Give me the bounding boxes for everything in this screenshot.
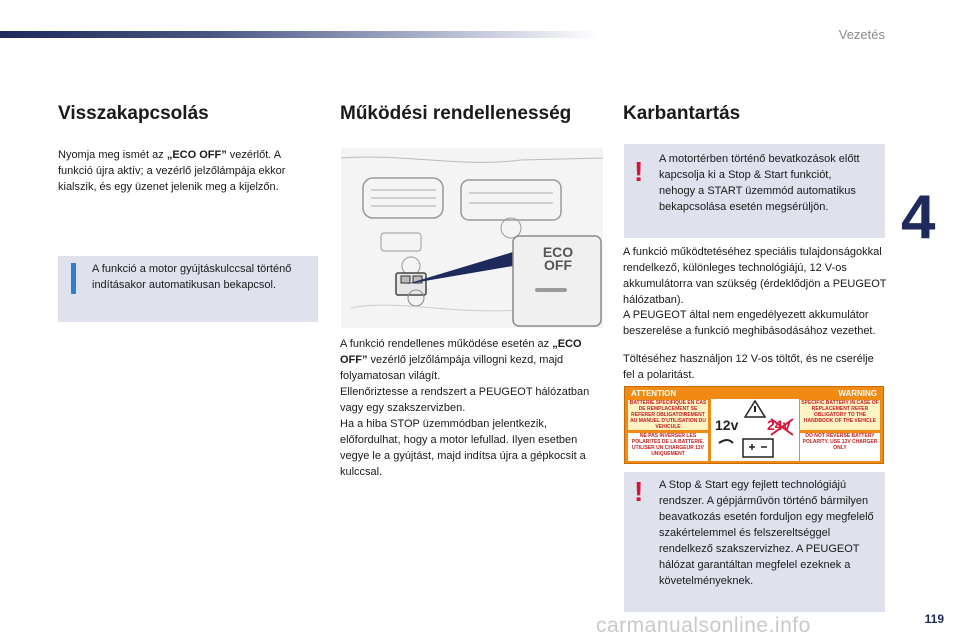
chapter-number: 4 [901,183,936,252]
sticker-24v: 24v [767,417,791,433]
sticker-warning: WARNING [838,389,877,398]
warning-exclamation-icon-2: ! [634,476,644,507]
col1-title: Visszakapcsolás [58,103,209,124]
col3-title: Karbantartás [623,103,741,124]
col3-paragraph-3: Töltéséhez használjon 12 V-os töltőt, és ne cserélje fel a polaritást. [623,353,874,381]
header-bar [0,31,600,38]
watermark: carmanualsonline.info [596,614,811,637]
col1-info-text: A funkció a motor gyújtáskulccsal történő indításakor automatikusan bekapcsol. [92,263,292,291]
col2-title: Működési rendellenesség [340,103,572,124]
col1-paragraph: Nyomja meg ismét az „ECO OFF” vezérlőt. A funkció újra aktív; a vezérlő jelzőlámpája ekkor kialszik, és egy üzenet jelenik meg a kijelzőn. [58,149,286,193]
col3-warning-box-1 [624,144,885,238]
sticker-fr-top: BATTERIE SPECIFIQUE EN CAS DE REMPLACEMENT SE REFERER OBLIGATOIREMENT AU MANUEL D'UTILISATION DU VEHICULE [629,400,707,430]
eco-label: ECO [542,244,574,260]
info-icon [71,264,76,294]
eco-off-button-label [536,246,580,272]
dashboard-photo [341,148,603,328]
col2-paragraph-2: Ellenőriztesse a rendszert a PEUGEOT hálózatban vagy egy szakszervizben. [340,386,590,414]
col3-warning-text-2: A Stop & Start egy fejlett technológiájú rendszer. A gépjárművön történő bármilyen beavatkozás esetén forduljon egy megfelelő szakértelemmel és felszereltséggel rendelkező szakszervizhez. A PEUGEOT hálózat garantáltan megfelel ezeknek a követelményeknek. [659,479,874,587]
battery-warning-sticker [624,386,884,464]
col3-warning-text-1: A motortérben történő bevatkozások előtt kapcsolja ki a Stop & Start funkciót, nehogy a START üzemmód automatikus bekapcsolása esetén megsérüljön. [659,153,860,213]
sticker-en-bottom: DO NOT REVERSE BATTERY POLARITY. USE 12V CHARGER ONLY [800,433,880,461]
col2-paragraph-1: A funkció rendellenes működése esetén az „ECO OFF” vezérlő jelzőlámpája villogni kezd, majd folyamatosan világít. [340,338,582,382]
col3-warning-box-2 [624,472,885,612]
sticker-center [711,399,799,461]
dashboard-illustration [341,148,603,328]
warning-exclamation-icon: ! [634,156,644,187]
sticker-fr-bottom: NE PAS INVERSER LES POLARITES DE LA BATTERIE. UTILISER UN CHARGEUR 12V UNIQUEMENT [628,433,708,461]
col2-paragraph-3: Ha a hiba STOP üzemmódban jelentkezik, előfordulhat, hogy a motor lefullad. Ilyen esetben vegye le a gyújtást, majd indítsa újra a gépkocsit a kulccsal. [340,418,586,478]
sticker-attention: ATTENTION [631,389,677,398]
sticker-en-top: SPECIFIC BATTERY IN CASE OF REPLACEMENT REFER OBLIGATORY TO THE HANDBOOK OF THE VEHICLE [800,400,880,430]
col3-paragraph-1: A funkció működtetéséhez speciális tulajdonságokkal rendelkező, különleges technológiájú, 12 V-os akkumulátorra van szükség (érdeklődjön a PEUGEOT hálózatban). [623,246,887,306]
page-number: 119 [924,612,944,626]
section-name: Vezetés [838,27,885,42]
col1-info-box [58,256,318,322]
off-label: OFF [544,257,572,273]
col3-paragraph-2: A PEUGEOT által nem engedélyezett akkumulátor beszerelése a funkció meghibásodásához vezethet. [623,309,876,337]
sticker-12v: 12v [715,417,739,433]
